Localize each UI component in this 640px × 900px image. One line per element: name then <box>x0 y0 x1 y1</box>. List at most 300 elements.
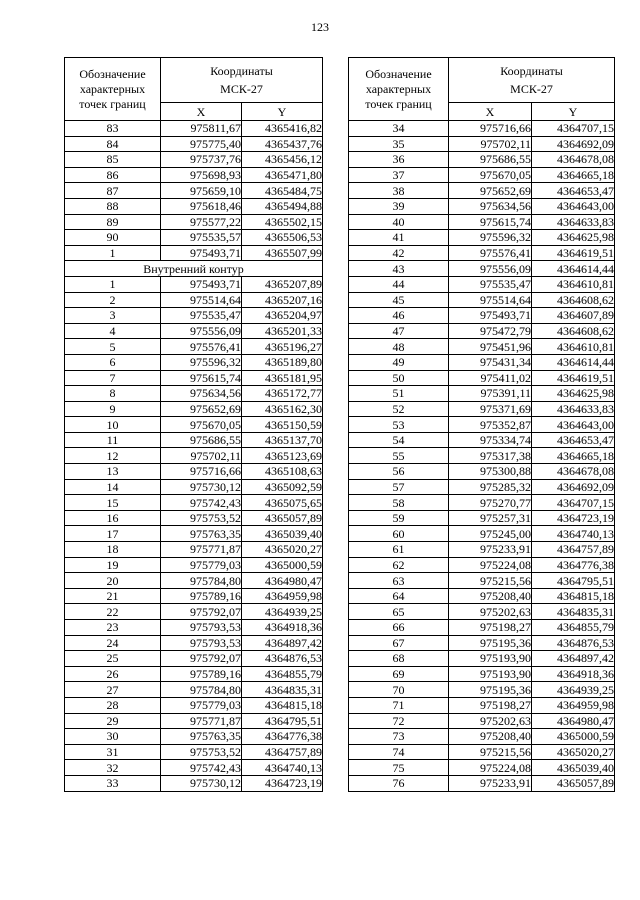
point-number: 85 <box>65 152 161 168</box>
point-number: 50 <box>349 370 449 386</box>
table-row <box>349 308 615 324</box>
x-coordinate: 975702,11 <box>449 136 532 152</box>
x-coordinate: 975371,69 <box>449 401 532 417</box>
table-row <box>349 510 615 526</box>
y-coordinate: 4365456,12 <box>242 152 323 168</box>
y-coordinate: 4364876,53 <box>242 651 323 667</box>
y-coordinate: 4364835,31 <box>242 682 323 698</box>
x-coordinate: 975686,55 <box>449 152 532 168</box>
y-coordinate: 4364740,13 <box>532 526 615 542</box>
point-number: 90 <box>65 230 161 246</box>
point-number: 32 <box>65 760 161 776</box>
x-coordinate: 975514,64 <box>449 292 532 308</box>
point-number: 63 <box>349 573 449 589</box>
designation-header-line: характерных <box>365 81 432 96</box>
point-number: 53 <box>349 417 449 433</box>
y-coordinate: 4365020,27 <box>532 744 615 760</box>
y-coordinate: 4364897,42 <box>532 651 615 667</box>
point-number: 62 <box>349 557 449 573</box>
point-number: 22 <box>65 604 161 620</box>
x-coordinate: 975535,47 <box>449 276 532 292</box>
table-row <box>65 417 323 433</box>
y-coordinate: 4364959,98 <box>242 588 323 604</box>
table-row <box>65 557 323 573</box>
table-row <box>349 495 615 511</box>
coordinates-table-left <box>64 57 323 792</box>
table-row <box>65 760 323 776</box>
y-coordinate: 4364633,83 <box>532 214 615 230</box>
y-coordinate: 4364643,00 <box>532 417 615 433</box>
y-coordinate: 4365057,89 <box>242 510 323 526</box>
point-number: 38 <box>349 183 449 199</box>
y-coordinate: 4364723,19 <box>532 510 615 526</box>
designation-header-line: точек границ <box>365 96 432 111</box>
x-coordinate: 975763,35 <box>161 526 242 542</box>
y-coordinate: 4364653,47 <box>532 183 615 199</box>
x-coordinate: 975257,31 <box>449 510 532 526</box>
table-row <box>65 339 323 355</box>
point-number: 13 <box>65 464 161 480</box>
table-row <box>65 386 323 402</box>
point-number: 28 <box>65 697 161 713</box>
point-number: 15 <box>65 495 161 511</box>
y-coordinate: 4365137,70 <box>242 432 323 448</box>
table-row <box>349 588 615 604</box>
table-row <box>349 198 615 214</box>
point-number: 43 <box>349 261 449 277</box>
x-coordinate: 975793,53 <box>161 635 242 651</box>
y-coordinate: 4364643,00 <box>532 198 615 214</box>
y-coordinate: 4364608,62 <box>532 292 615 308</box>
coordinates-header-line: Координаты <box>210 64 273 78</box>
x-coordinate: 975792,07 <box>161 604 242 620</box>
point-number: 36 <box>349 152 449 168</box>
table-row <box>349 417 615 433</box>
table-row <box>349 635 615 651</box>
table-row <box>349 167 615 183</box>
point-number: 27 <box>65 682 161 698</box>
table-row <box>349 666 615 682</box>
x-coordinate: 975198,27 <box>449 620 532 636</box>
x-coordinate: 975789,16 <box>161 666 242 682</box>
x-coordinate: 975352,87 <box>449 417 532 433</box>
section-row <box>65 261 323 277</box>
x-coordinate: 975233,91 <box>449 542 532 558</box>
table-row <box>349 323 615 339</box>
point-number: 88 <box>65 198 161 214</box>
point-number: 58 <box>349 495 449 511</box>
x-coordinate: 975202,63 <box>449 604 532 620</box>
x-coordinate: 975742,43 <box>161 495 242 511</box>
y-coordinate: 4364876,53 <box>532 635 615 651</box>
y-coordinate: 4364757,89 <box>242 744 323 760</box>
y-coordinate: 4364980,47 <box>532 713 615 729</box>
x-coordinate: 975576,41 <box>161 339 242 355</box>
table-row <box>65 542 323 558</box>
table-row <box>349 744 615 760</box>
point-number: 33 <box>65 775 161 791</box>
point-number: 37 <box>349 167 449 183</box>
table-row <box>65 198 323 214</box>
y-coordinate: 4364939,25 <box>532 682 615 698</box>
table-row <box>65 308 323 324</box>
y-coordinate: 4365181,95 <box>242 370 323 386</box>
table-row <box>65 354 323 370</box>
x-coordinate: 975615,74 <box>161 370 242 386</box>
y-coordinate: 4365039,40 <box>532 760 615 776</box>
x-coordinate: 975730,12 <box>161 775 242 791</box>
x-coordinate: 975317,38 <box>449 448 532 464</box>
y-coordinate: 4365172,77 <box>242 386 323 402</box>
point-number: 46 <box>349 308 449 324</box>
point-number: 69 <box>349 666 449 682</box>
table-row <box>65 167 323 183</box>
x-coordinate: 975535,57 <box>161 230 242 246</box>
table-row <box>349 261 615 277</box>
x-coordinate: 975652,69 <box>449 183 532 199</box>
y-coordinate: 4365201,33 <box>242 323 323 339</box>
table-row <box>349 276 615 292</box>
y-coordinate: 4364619,51 <box>532 245 615 261</box>
point-number: 65 <box>349 604 449 620</box>
y-coordinate: 4364795,51 <box>532 573 615 589</box>
table-row <box>65 775 323 791</box>
y-coordinate: 4364855,79 <box>242 666 323 682</box>
x-coordinate: 975576,41 <box>449 245 532 261</box>
table-row <box>65 729 323 745</box>
x-coordinate: 975793,53 <box>161 620 242 636</box>
point-number: 52 <box>349 401 449 417</box>
x-coordinate: 975300,88 <box>449 464 532 480</box>
x-coordinate: 975811,67 <box>161 121 242 137</box>
coordinates-header-line: Координаты <box>500 64 563 78</box>
table-row <box>349 775 615 791</box>
table-row <box>65 620 323 636</box>
x-coordinate: 975779,03 <box>161 697 242 713</box>
point-number: 57 <box>349 479 449 495</box>
table-row <box>349 152 615 168</box>
x-coordinate: 975659,10 <box>161 183 242 199</box>
point-number: 6 <box>65 354 161 370</box>
y-coordinate: 4364776,38 <box>532 557 615 573</box>
coordinates-header-line: МСК-27 <box>510 82 553 96</box>
x-coordinate: 975193,90 <box>449 651 532 667</box>
x-coordinate: 975771,87 <box>161 713 242 729</box>
point-number: 76 <box>349 775 449 791</box>
point-number: 34 <box>349 121 449 137</box>
table-row <box>349 136 615 152</box>
table-row <box>65 292 323 308</box>
table-row <box>65 666 323 682</box>
table-row <box>349 651 615 667</box>
point-number: 71 <box>349 697 449 713</box>
designation-header <box>65 58 161 121</box>
x-coordinate: 975618,46 <box>161 198 242 214</box>
y-coordinate: 4364653,47 <box>532 432 615 448</box>
point-number: 18 <box>65 542 161 558</box>
table-row <box>65 495 323 511</box>
y-coordinate: 4364959,98 <box>532 697 615 713</box>
y-coordinate: 4364610,81 <box>532 276 615 292</box>
x-coordinate: 975753,52 <box>161 744 242 760</box>
y-coordinate: 4364614,44 <box>532 261 615 277</box>
table-row <box>65 401 323 417</box>
table-row <box>349 183 615 199</box>
point-number: 16 <box>65 510 161 526</box>
x-coordinate: 975431,34 <box>449 354 532 370</box>
x-coordinate: 975763,35 <box>161 729 242 745</box>
table-row <box>65 464 323 480</box>
table-row <box>65 152 323 168</box>
table-row <box>65 697 323 713</box>
point-number: 20 <box>65 573 161 589</box>
x-coordinate: 975451,96 <box>449 339 532 355</box>
y-coordinate: 4365506,53 <box>242 230 323 246</box>
x-coordinate: 975596,32 <box>449 230 532 246</box>
table-row <box>349 713 615 729</box>
y-coordinate: 4365000,59 <box>532 729 615 745</box>
point-number: 72 <box>349 713 449 729</box>
table-row <box>349 292 615 308</box>
point-number: 8 <box>65 386 161 402</box>
y-coordinate: 4365207,16 <box>242 292 323 308</box>
y-coordinate: 4364665,18 <box>532 448 615 464</box>
y-coordinate: 4364619,51 <box>532 370 615 386</box>
coordinates-header <box>161 58 323 103</box>
x-coordinate: 975493,71 <box>449 308 532 324</box>
x-coordinate: 975737,76 <box>161 152 242 168</box>
point-number: 87 <box>65 183 161 199</box>
y-coordinate: 4364723,19 <box>242 775 323 791</box>
y-coordinate: 4364692,09 <box>532 479 615 495</box>
x-coordinate: 975215,56 <box>449 744 532 760</box>
x-coordinate: 975493,71 <box>161 276 242 292</box>
coordinates-header <box>449 58 615 103</box>
point-number: 30 <box>65 729 161 745</box>
x-header: X <box>449 103 532 121</box>
table-row <box>65 448 323 464</box>
x-coordinate: 975670,05 <box>161 417 242 433</box>
x-coordinate: 975233,91 <box>449 775 532 791</box>
page-number: 123 <box>311 20 329 34</box>
point-number: 26 <box>65 666 161 682</box>
table-row <box>349 245 615 261</box>
point-number: 56 <box>349 464 449 480</box>
table-row <box>349 682 615 698</box>
point-number: 73 <box>349 729 449 745</box>
point-number: 70 <box>349 682 449 698</box>
y-coordinate: 4365484,75 <box>242 183 323 199</box>
point-number: 42 <box>349 245 449 261</box>
point-number: 24 <box>65 635 161 651</box>
table-row <box>349 354 615 370</box>
point-number: 61 <box>349 542 449 558</box>
table-row <box>349 604 615 620</box>
x-coordinate: 975596,32 <box>161 354 242 370</box>
x-coordinate: 975285,32 <box>449 479 532 495</box>
point-number: 41 <box>349 230 449 246</box>
table-row <box>349 479 615 495</box>
point-number: 68 <box>349 651 449 667</box>
x-coordinate: 975202,63 <box>449 713 532 729</box>
y-coordinate: 4365075,65 <box>242 495 323 511</box>
table-row <box>349 214 615 230</box>
y-coordinate: 4365092,59 <box>242 479 323 495</box>
x-coordinate: 975730,12 <box>161 479 242 495</box>
point-number: 25 <box>65 651 161 667</box>
table-row <box>65 276 323 292</box>
point-number: 9 <box>65 401 161 417</box>
designation-header-line: Обозначение <box>365 66 432 81</box>
table-row <box>65 245 323 261</box>
y-coordinate: 4364610,81 <box>532 339 615 355</box>
table-row <box>65 682 323 698</box>
point-number: 47 <box>349 323 449 339</box>
y-coordinate: 4364614,44 <box>532 354 615 370</box>
point-number: 45 <box>349 292 449 308</box>
x-coordinate: 975670,05 <box>449 167 532 183</box>
x-coordinate: 975792,07 <box>161 651 242 667</box>
x-coordinate: 975224,08 <box>449 760 532 776</box>
point-number: 83 <box>65 121 161 137</box>
x-coordinate: 975716,66 <box>161 464 242 480</box>
point-number: 59 <box>349 510 449 526</box>
table-row <box>65 323 323 339</box>
x-coordinate: 975215,56 <box>449 573 532 589</box>
x-coordinate: 975634,56 <box>161 386 242 402</box>
x-coordinate: 975208,40 <box>449 729 532 745</box>
table-row <box>65 214 323 230</box>
y-coordinate: 4365150,59 <box>242 417 323 433</box>
table-row <box>65 510 323 526</box>
table-row <box>349 386 615 402</box>
point-number: 49 <box>349 354 449 370</box>
x-coordinate: 975742,43 <box>161 760 242 776</box>
table-row <box>349 526 615 542</box>
y-coordinate: 4365108,63 <box>242 464 323 480</box>
designation-header <box>349 58 449 121</box>
y-coordinate: 4365020,27 <box>242 542 323 558</box>
x-coordinate: 975789,16 <box>161 588 242 604</box>
y-coordinate: 4364918,36 <box>532 666 615 682</box>
x-coordinate: 975270,77 <box>449 495 532 511</box>
table-row <box>349 401 615 417</box>
y-coordinate: 4365204,97 <box>242 308 323 324</box>
table-row <box>349 760 615 776</box>
designation-header-line: точек границ <box>79 96 146 111</box>
table-row <box>65 635 323 651</box>
y-coordinate: 4365162,30 <box>242 401 323 417</box>
table-row <box>349 729 615 745</box>
table-row <box>349 542 615 558</box>
y-coordinate: 4365207,89 <box>242 276 323 292</box>
point-number: 23 <box>65 620 161 636</box>
x-coordinate: 975198,27 <box>449 697 532 713</box>
x-coordinate: 975391,11 <box>449 386 532 402</box>
point-number: 5 <box>65 339 161 355</box>
point-number: 55 <box>349 448 449 464</box>
y-coordinate: 4365416,82 <box>242 121 323 137</box>
point-number: 7 <box>65 370 161 386</box>
y-coordinate: 4364740,13 <box>242 760 323 776</box>
y-coordinate: 4365494,88 <box>242 198 323 214</box>
table-row <box>65 713 323 729</box>
point-number: 66 <box>349 620 449 636</box>
point-number: 31 <box>65 744 161 760</box>
table-row <box>65 230 323 246</box>
y-coordinate: 4364692,09 <box>532 136 615 152</box>
point-number: 14 <box>65 479 161 495</box>
x-coordinate: 975784,80 <box>161 573 242 589</box>
y-coordinate: 4364633,83 <box>532 401 615 417</box>
section-title: Внутренний контур <box>65 261 323 277</box>
table-row <box>349 697 615 713</box>
table-row <box>349 573 615 589</box>
point-number: 74 <box>349 744 449 760</box>
point-number: 11 <box>65 432 161 448</box>
y-coordinate: 4364776,38 <box>242 729 323 745</box>
x-coordinate: 975411,02 <box>449 370 532 386</box>
y-coordinate: 4364707,15 <box>532 121 615 137</box>
point-number: 2 <box>65 292 161 308</box>
y-coordinate: 4364815,18 <box>532 588 615 604</box>
point-number: 1 <box>65 245 161 261</box>
x-coordinate: 975615,74 <box>449 214 532 230</box>
x-coordinate: 975195,36 <box>449 635 532 651</box>
x-coordinate: 975472,79 <box>449 323 532 339</box>
point-number: 10 <box>65 417 161 433</box>
table-row <box>349 339 615 355</box>
x-coordinate: 975771,87 <box>161 542 242 558</box>
y-coordinate: 4364665,18 <box>532 167 615 183</box>
table-row <box>65 651 323 667</box>
point-number: 54 <box>349 432 449 448</box>
table-body <box>349 121 615 792</box>
y-coordinate: 4365507,99 <box>242 245 323 261</box>
table-row <box>349 557 615 573</box>
point-number: 19 <box>65 557 161 573</box>
point-number: 21 <box>65 588 161 604</box>
point-number: 60 <box>349 526 449 542</box>
y-coordinate: 4364855,79 <box>532 620 615 636</box>
table-row <box>349 230 615 246</box>
point-number: 84 <box>65 136 161 152</box>
table-row <box>65 370 323 386</box>
y-coordinate: 4364980,47 <box>242 573 323 589</box>
x-coordinate: 975634,56 <box>449 198 532 214</box>
y-coordinate: 4365057,89 <box>532 775 615 791</box>
point-number: 51 <box>349 386 449 402</box>
point-number: 12 <box>65 448 161 464</box>
coordinates-header-line: МСК-27 <box>220 82 263 96</box>
table-row <box>65 432 323 448</box>
y-header: Y <box>532 103 615 121</box>
table-row <box>65 526 323 542</box>
x-coordinate: 975224,08 <box>449 557 532 573</box>
table-row <box>349 432 615 448</box>
x-coordinate: 975652,69 <box>161 401 242 417</box>
y-coordinate: 4364757,89 <box>532 542 615 558</box>
y-coordinate: 4365123,69 <box>242 448 323 464</box>
x-coordinate: 975208,40 <box>449 588 532 604</box>
x-coordinate: 975535,47 <box>161 308 242 324</box>
y-coordinate: 4365196,27 <box>242 339 323 355</box>
designation-header-line: Обозначение <box>79 66 146 81</box>
point-number: 64 <box>349 588 449 604</box>
point-number: 4 <box>65 323 161 339</box>
y-coordinate: 4364678,08 <box>532 464 615 480</box>
designation-header-line: характерных <box>79 81 146 96</box>
